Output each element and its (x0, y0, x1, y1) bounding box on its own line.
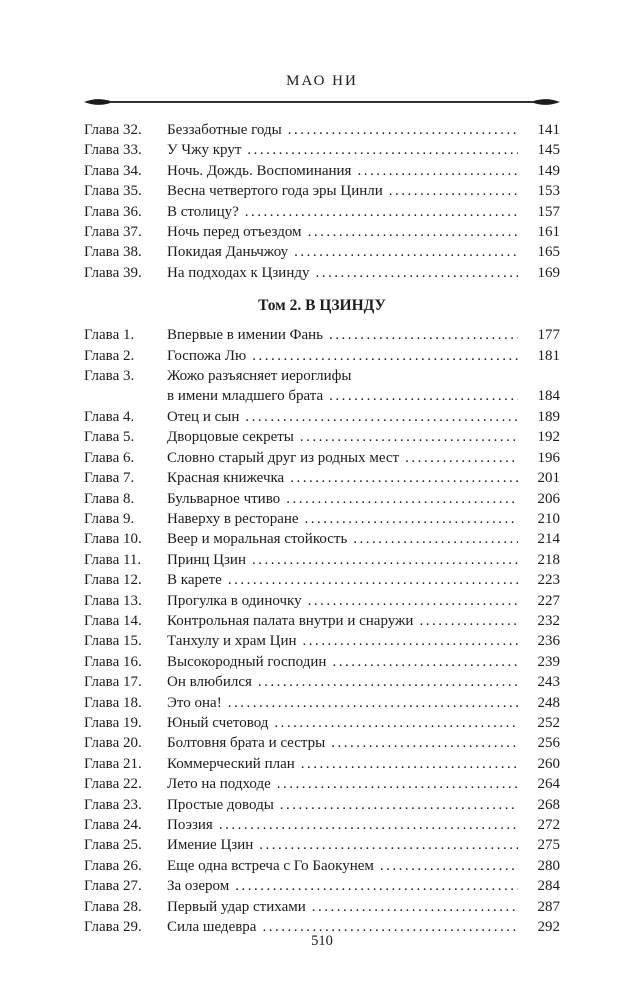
chapter-page-number: 165 (537, 244, 560, 261)
chapter-label: Глава 25. (84, 837, 142, 854)
chapter-page-number: 214 (537, 531, 560, 548)
chapter-title: Дворцовые секреты (167, 429, 294, 446)
chapter-title: Еще одна встреча с Го Баокунем (167, 857, 374, 874)
toc-entry-line (84, 876, 560, 896)
dot-leader (280, 795, 518, 815)
chapter-label: Глава 19. (84, 714, 142, 731)
toc-entry-line (84, 325, 560, 345)
chapter-title: Красная книжечка (167, 470, 285, 487)
chapter-title: Госпожа Лю (167, 347, 247, 364)
chapter-label: Глава 35. (84, 183, 142, 200)
chapter-label: Глава 10. (84, 531, 142, 548)
chapter-page-number: 287 (537, 898, 560, 915)
chapter-page-number: 272 (537, 817, 560, 833)
dot-leader (252, 550, 518, 570)
page-number: 510 (311, 933, 333, 949)
toc-entry-line (84, 161, 560, 181)
chapter-page-number: 153 (537, 183, 560, 200)
chapter-page-number: 236 (537, 633, 560, 650)
chapter-label: Глава 27. (84, 878, 142, 895)
chapter-label: Глава 12. (84, 572, 142, 589)
chapter-page-number: 252 (537, 714, 560, 731)
chapter-title: Танхулу и храм Цин (167, 633, 297, 650)
dot-leader (228, 693, 518, 713)
chapter-page-number: 210 (537, 510, 560, 527)
chapter-page-number: 157 (537, 203, 560, 220)
chapter-title: Поэзия (167, 817, 213, 833)
dot-leader (274, 713, 518, 733)
toc-entry-line (84, 774, 560, 794)
chapter-label: Глава 21. (84, 755, 142, 772)
dot-leader (300, 427, 518, 447)
dot-leader (245, 407, 518, 427)
dot-leader (419, 611, 518, 631)
toc-section-heading: Том 2. В ЦЗИНДУ (258, 297, 386, 315)
toc-entry-line (84, 140, 560, 160)
chapter-page-number: 145 (537, 142, 560, 159)
chapter-title: Ночь перед отъездом (167, 224, 302, 241)
dot-leader (316, 263, 519, 283)
toc-entry-line (84, 550, 560, 570)
toc-entry-line (84, 346, 560, 366)
chapter-title: Веер и моральная стойкость (167, 531, 348, 548)
chapter-page-number: 141 (537, 122, 560, 138)
chapter-page-number: 227 (537, 592, 560, 609)
chapter-title: В карете (167, 572, 222, 589)
toc-entry-line (84, 815, 560, 835)
chapter-label: Глава 3. (84, 368, 135, 385)
dot-leader (357, 161, 518, 181)
chapter-page-number: 260 (537, 755, 560, 772)
chapter-title: Юный счетовод (167, 714, 269, 731)
chapter-title: Отец и сын (167, 408, 240, 425)
dot-leader (329, 386, 518, 406)
chapter-label: Глава 1. (84, 327, 135, 344)
toc-entry-line (84, 835, 560, 855)
dot-leader (308, 591, 518, 611)
toc-entry-line (84, 427, 560, 447)
chapter-page-number: 189 (537, 408, 560, 425)
toc-entry-line (84, 222, 560, 242)
chapter-title: На подходах к Цзинду (167, 264, 310, 281)
chapter-label: Глава 32. (84, 122, 142, 138)
chapter-label: Глава 26. (84, 857, 142, 874)
chapter-title: Он влюбился (167, 674, 252, 691)
dot-leader (312, 897, 518, 917)
chapter-page-number: 264 (537, 776, 560, 793)
chapter-label: Глава 15. (84, 633, 142, 650)
toc-entry-line (84, 529, 560, 549)
page-content (84, 0, 560, 937)
chapter-title: Словно старый друг из родных мест (167, 449, 400, 466)
chapter-title: У Чжу крут (167, 142, 242, 159)
toc-entry-line (84, 407, 560, 427)
toc-entry-line (84, 263, 560, 283)
toc-entry-line (84, 713, 560, 733)
dot-leader (305, 509, 518, 529)
toc-entry-line (84, 570, 560, 590)
toc-entry-line (84, 366, 560, 386)
toc-entry-line (84, 672, 560, 692)
toc-entry-line (84, 120, 560, 140)
dot-leader (258, 672, 518, 692)
chapter-page-number: 243 (537, 674, 560, 691)
chapter-label: Глава 23. (84, 796, 142, 813)
chapter-title: Коммерческий план (167, 755, 295, 772)
chapter-page-number: 206 (537, 490, 560, 507)
dot-leader (405, 448, 518, 468)
toc-entry-line (84, 611, 560, 631)
dot-leader (286, 489, 518, 509)
chapter-label: Глава 11. (84, 551, 142, 568)
chapter-title: Принц Цзин (167, 551, 246, 568)
chapter-title: Прогулка в одиночку (167, 592, 302, 609)
chapter-page-number: 181 (537, 347, 560, 364)
chapter-page-number: 232 (537, 612, 560, 629)
dot-leader (331, 733, 518, 753)
dot-leader (294, 242, 518, 262)
chapter-title: Имение Цзин (167, 837, 254, 854)
chapter-title: Первый удар стихами (167, 898, 306, 915)
toc-entry-line (84, 509, 560, 529)
chapter-title: Высокородный господин (167, 653, 327, 670)
toc-entry-line (84, 181, 560, 201)
toc-entry-line (84, 468, 560, 488)
dot-leader (277, 774, 518, 794)
toc-entry-line (84, 856, 560, 876)
dot-leader (329, 325, 518, 345)
chapter-page-number: 201 (537, 470, 560, 487)
chapter-label: Глава 33. (84, 142, 142, 159)
toc-entry-line (84, 693, 560, 713)
dot-leader (290, 468, 518, 488)
chapter-page-number: 280 (537, 857, 560, 874)
toc (84, 120, 560, 937)
chapter-page-number: 177 (537, 327, 560, 344)
chapter-page-number: 149 (537, 162, 560, 179)
chapter-title: Лето на подходе (167, 776, 271, 793)
dot-leader (353, 529, 518, 549)
chapter-page-number: 192 (537, 429, 560, 446)
chapter-page-number: 284 (537, 878, 560, 895)
toc-entry-line (84, 386, 560, 406)
chapter-page-number: 169 (537, 264, 560, 281)
chapter-label: Глава 17. (84, 674, 142, 691)
running-head: МАО НИ (286, 73, 358, 89)
chapter-page-number: 248 (537, 694, 560, 711)
chapter-label: Глава 2. (84, 347, 135, 364)
dot-leader (259, 835, 518, 855)
toc-entry-line (84, 448, 560, 468)
chapter-title: Контрольная палата внутри и снаружи (167, 612, 414, 629)
chapter-page-number: 161 (537, 224, 560, 241)
chapter-page-number: 223 (537, 572, 560, 589)
chapter-title: Это она! (167, 694, 222, 711)
chapter-page-number: 218 (537, 551, 560, 568)
chapter-title: Ночь. Дождь. Воспоминания (167, 162, 352, 179)
chapter-label: Глава 24. (84, 817, 142, 833)
toc-entry-line (84, 754, 560, 774)
chapter-page-number: 196 (537, 449, 560, 466)
chapter-label: Глава 4. (84, 408, 135, 425)
dot-leader (303, 631, 518, 651)
chapter-label: Глава 14. (84, 612, 142, 629)
chapter-title: Наверху в ресторане (167, 510, 299, 527)
chapter-page-number: 268 (537, 796, 560, 813)
chapter-title: Покидая Даньчжоу (167, 244, 289, 261)
divider-ornament (84, 97, 560, 107)
dot-leader (288, 120, 518, 140)
toc-entry-line (84, 652, 560, 672)
chapter-page-number: 256 (537, 735, 560, 752)
chapter-label: Глава 34. (84, 162, 142, 179)
chapter-label: Глава 7. (84, 470, 135, 487)
dot-leader (247, 140, 518, 160)
toc-entry-line (84, 733, 560, 753)
chapter-page-number: 275 (537, 837, 560, 854)
chapter-title: Бульварное чтиво (167, 490, 281, 507)
chapter-label: Глава 6. (84, 449, 135, 466)
chapter-label: Глава 5. (84, 429, 135, 446)
chapter-title: Впервые в имении Фань (167, 327, 323, 344)
chapter-title: Весна четвертого года эры Цинли (167, 183, 383, 200)
chapter-label: Глава 37. (84, 224, 142, 241)
dot-leader (301, 754, 518, 774)
dot-leader (332, 652, 518, 672)
chapter-title: в имени младшего брата (167, 388, 324, 405)
chapter-title: В столицу? (167, 203, 239, 220)
dot-leader (389, 181, 518, 201)
dot-leader (308, 222, 518, 242)
chapter-title: Беззаботные годы (167, 122, 282, 138)
chapter-label: Глава 38. (84, 244, 142, 261)
dot-leader (228, 570, 518, 590)
dot-leader (219, 815, 518, 835)
chapter-label: Глава 9. (84, 510, 135, 527)
chapter-label: Глава 20. (84, 735, 142, 752)
chapter-label: Глава 28. (84, 898, 142, 915)
chapter-title: Болтовня брата и сестры (167, 735, 326, 752)
toc-entry-line (84, 631, 560, 651)
dot-leader (380, 856, 518, 876)
chapter-page-number: 239 (537, 653, 560, 670)
chapter-label: Глава 36. (84, 203, 142, 220)
chapter-title: Простые доводы (167, 796, 274, 813)
chapter-page-number: 184 (537, 388, 560, 405)
toc-entry-line (84, 242, 560, 262)
chapter-label: Глава 13. (84, 592, 142, 609)
chapter-label: Глава 8. (84, 490, 135, 507)
toc-entry-line (84, 795, 560, 815)
chapter-label: Глава 39. (84, 264, 142, 281)
chapter-label: Глава 16. (84, 653, 142, 670)
chapter-label: Глава 29. (84, 919, 142, 936)
dot-leader (235, 876, 518, 896)
toc-entry-line (84, 489, 560, 509)
chapter-title: За озером (167, 878, 230, 895)
dot-leader (245, 202, 518, 222)
chapter-page-number: 292 (537, 919, 560, 936)
toc-entry-line (84, 897, 560, 917)
chapter-label: Глава 18. (84, 694, 142, 711)
chapter-label: Глава 22. (84, 776, 142, 793)
dot-leader (252, 346, 518, 366)
chapter-title: Жожо разъясняет иероглифы (167, 368, 352, 385)
chapter-title: Сила шедевра (167, 919, 257, 936)
toc-entry-line (84, 591, 560, 611)
toc-entry-line (84, 202, 560, 222)
